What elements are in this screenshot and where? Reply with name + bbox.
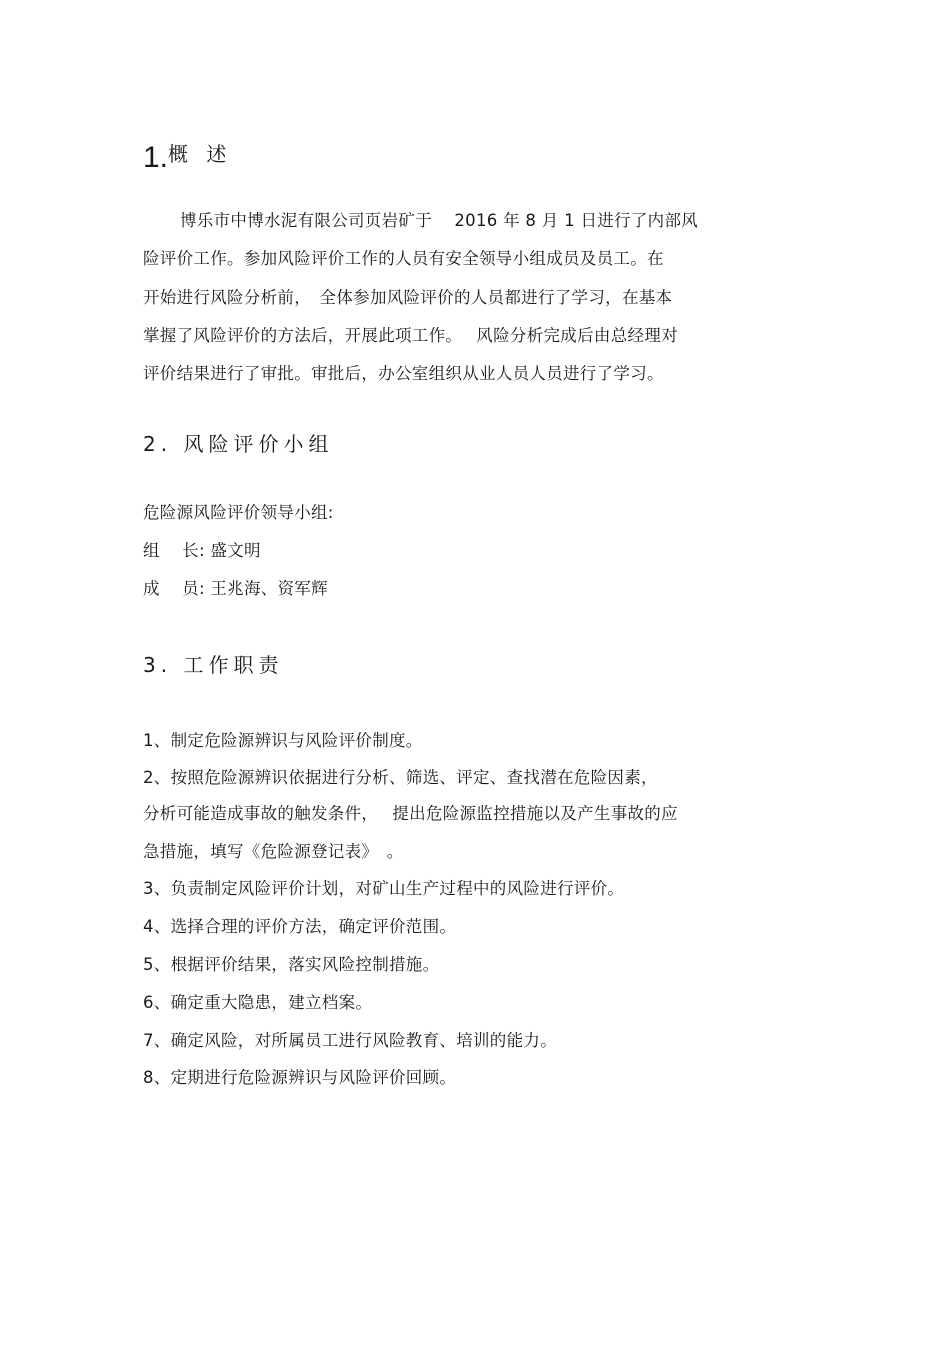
duty-line: 6、确定重大隐患，建立档案。: [143, 993, 373, 1012]
paragraph-line: 掌握了风险评价的方法后，开展此项工作。 风险分析完成后由总经理对: [143, 326, 678, 345]
duty-line: 急措施，填写《危险源登记表》 。: [143, 842, 404, 861]
section-1-number: 1.: [143, 141, 169, 174]
duty-line: 3、负责制定风险评价计划，对矿山生产过程中的风险进行评价。: [143, 879, 625, 898]
leader-row: [143, 541, 261, 561]
members-label: 成 员:: [143, 579, 205, 598]
members-names: 王兆海、资军辉: [210, 579, 328, 598]
section-2-heading: 2. 风险评价小组: [143, 432, 334, 456]
paragraph-line: 博乐市中博水泥有限公司页岩矿于 2016 年 8 月 1 日进行了内部风: [180, 211, 699, 230]
leader-name: 盛文明: [210, 541, 261, 560]
duty-line: 5、根据评价结果，落实风险控制措施。: [143, 955, 440, 974]
section-1-heading: [143, 138, 232, 175]
duty-line: 1、制定危险源辨识与风险评价制度。: [143, 731, 423, 750]
duty-line: 分析可能造成事故的触发条件， 提出危险源监控措施以及产生事故的应: [143, 804, 678, 823]
members-row: [143, 579, 328, 599]
duty-line: 7、确定风险，对所属员工进行风险教育、培训的能力。: [143, 1031, 557, 1050]
section-3-heading: 3. 工作职责: [143, 653, 284, 677]
paragraph-line: 开始进行风险分析前， 全体参加风险评价的人员都进行了学习，在基本: [143, 288, 673, 307]
paragraph-line: 评价结果进行了审批。审批后，办公室组织从业人员人员进行了学习。: [143, 364, 664, 383]
duty-line: 8、定期进行危险源辨识与风险评价回顾。: [143, 1068, 457, 1087]
duty-line: 2、按照危险源辨识依据进行分析、筛选、评定、查找潜在危险因素，: [143, 768, 658, 787]
section-1-title: 概 述: [168, 142, 233, 166]
duty-line: 4、选择合理的评价方法，确定评价范围。: [143, 917, 457, 936]
paragraph-line: 险评价工作。参加风险评价工作的人员有安全领导小组成员及员工。在: [143, 249, 664, 268]
leader-label: 组 长:: [143, 541, 205, 560]
group-label: 危险源风险评价领导小组:: [143, 503, 334, 522]
